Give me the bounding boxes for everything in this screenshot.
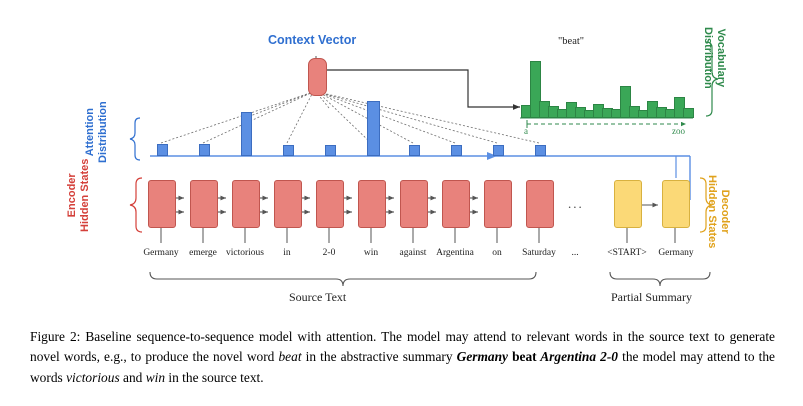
attention-bar xyxy=(409,145,420,156)
summary-word: Germany xyxy=(658,248,694,258)
source-word: Germany xyxy=(143,248,179,258)
attention-distribution-label-line2: Distribution xyxy=(96,101,109,163)
caption-mid1: in the abstractive summary xyxy=(301,349,457,365)
caption-suffix: in the source text. xyxy=(165,369,264,385)
source-word: Saturday xyxy=(522,248,556,258)
caption-bold-beat: beat xyxy=(512,349,537,365)
attention-bar xyxy=(535,145,546,156)
caption-italic-victorious: victorious xyxy=(66,369,120,385)
caption-italic-win: win xyxy=(145,369,166,385)
encoder-hidden-state xyxy=(526,180,554,228)
attention-distribution-bars xyxy=(150,100,550,156)
encoder-hidden-state xyxy=(232,180,260,228)
partial-summary-label: Partial Summary xyxy=(611,290,692,304)
attention-bar xyxy=(241,112,252,156)
source-word: win xyxy=(363,248,379,258)
encoder-ellipsis: ... xyxy=(568,196,584,211)
caption-summary-b: Argentina 2-0 xyxy=(536,349,619,365)
decoder-hidden-state xyxy=(614,180,642,228)
source-text-label: Source Text xyxy=(289,290,347,304)
vocabulary-distribution-label xyxy=(702,27,727,89)
source-word: on xyxy=(492,248,502,258)
attention-bar xyxy=(283,145,294,156)
encoder-hidden-state xyxy=(190,180,218,228)
decoder-label-line2: Hidden States xyxy=(706,175,719,249)
encoder-hidden-state xyxy=(274,180,302,228)
figure-caption xyxy=(30,327,775,388)
source-word: in xyxy=(283,248,291,258)
encoder-hidden-states-label xyxy=(66,159,91,232)
caption-italic-beat: beat xyxy=(278,349,302,365)
encoder-label-line1: Encoder xyxy=(66,173,78,218)
attention-bar xyxy=(493,145,504,156)
context-vector-box xyxy=(308,58,327,96)
caption-summary-a: Germany xyxy=(456,349,513,365)
vocab-bar xyxy=(683,108,694,118)
decoder-hidden-state xyxy=(662,180,690,228)
attention-bar xyxy=(451,145,462,156)
source-word: Argentina xyxy=(436,248,474,258)
encoder-hidden-state xyxy=(148,180,176,228)
decoder-label-line1: Decoder xyxy=(719,189,731,234)
vocab-axis-end-label: zoo xyxy=(672,126,685,136)
source-ellipsis: ... xyxy=(571,248,579,258)
encoder-hidden-state xyxy=(358,180,386,228)
caption-mid2: the model may attend to the words xyxy=(30,349,775,385)
source-word: victorious xyxy=(226,248,264,258)
encoder-hidden-state xyxy=(316,180,344,228)
attention-distribution-label xyxy=(84,101,109,163)
attention-bar xyxy=(199,144,210,156)
attention-bar xyxy=(157,144,168,156)
attention-distribution-label-line1: Attention xyxy=(84,108,96,157)
vocabulary-distribution-bars xyxy=(521,58,693,118)
encoder-hidden-state xyxy=(484,180,512,228)
context-vector-label-text: Context Vector xyxy=(268,33,357,47)
caption-prefix: Figure 2: Baseline sequence-to-sequence model with attention. The model may attend to relevant words in the source text to generate novel words, e.g., to produce the novel word xyxy=(30,329,775,365)
attention-bar xyxy=(367,101,380,156)
caption-mid3: and xyxy=(119,369,146,385)
source-word: against xyxy=(399,248,427,258)
vocabulary-label-line2: Distribution xyxy=(702,27,715,89)
encoder-hidden-state xyxy=(442,180,470,228)
vocab-peak-word-label: "beat" xyxy=(558,36,585,47)
vocabulary-label-line1: Vocabulary xyxy=(715,28,727,88)
attention-bar xyxy=(325,145,336,156)
encoder-label-line2: Hidden States xyxy=(78,158,91,232)
summary-word: <START> xyxy=(607,248,647,258)
vocab-axis-start-label: a xyxy=(524,126,528,136)
decoder-hidden-states-label xyxy=(706,175,731,248)
source-word: 2-0 xyxy=(322,248,336,258)
source-word: emerge xyxy=(189,248,217,258)
encoder-hidden-state xyxy=(400,180,428,228)
